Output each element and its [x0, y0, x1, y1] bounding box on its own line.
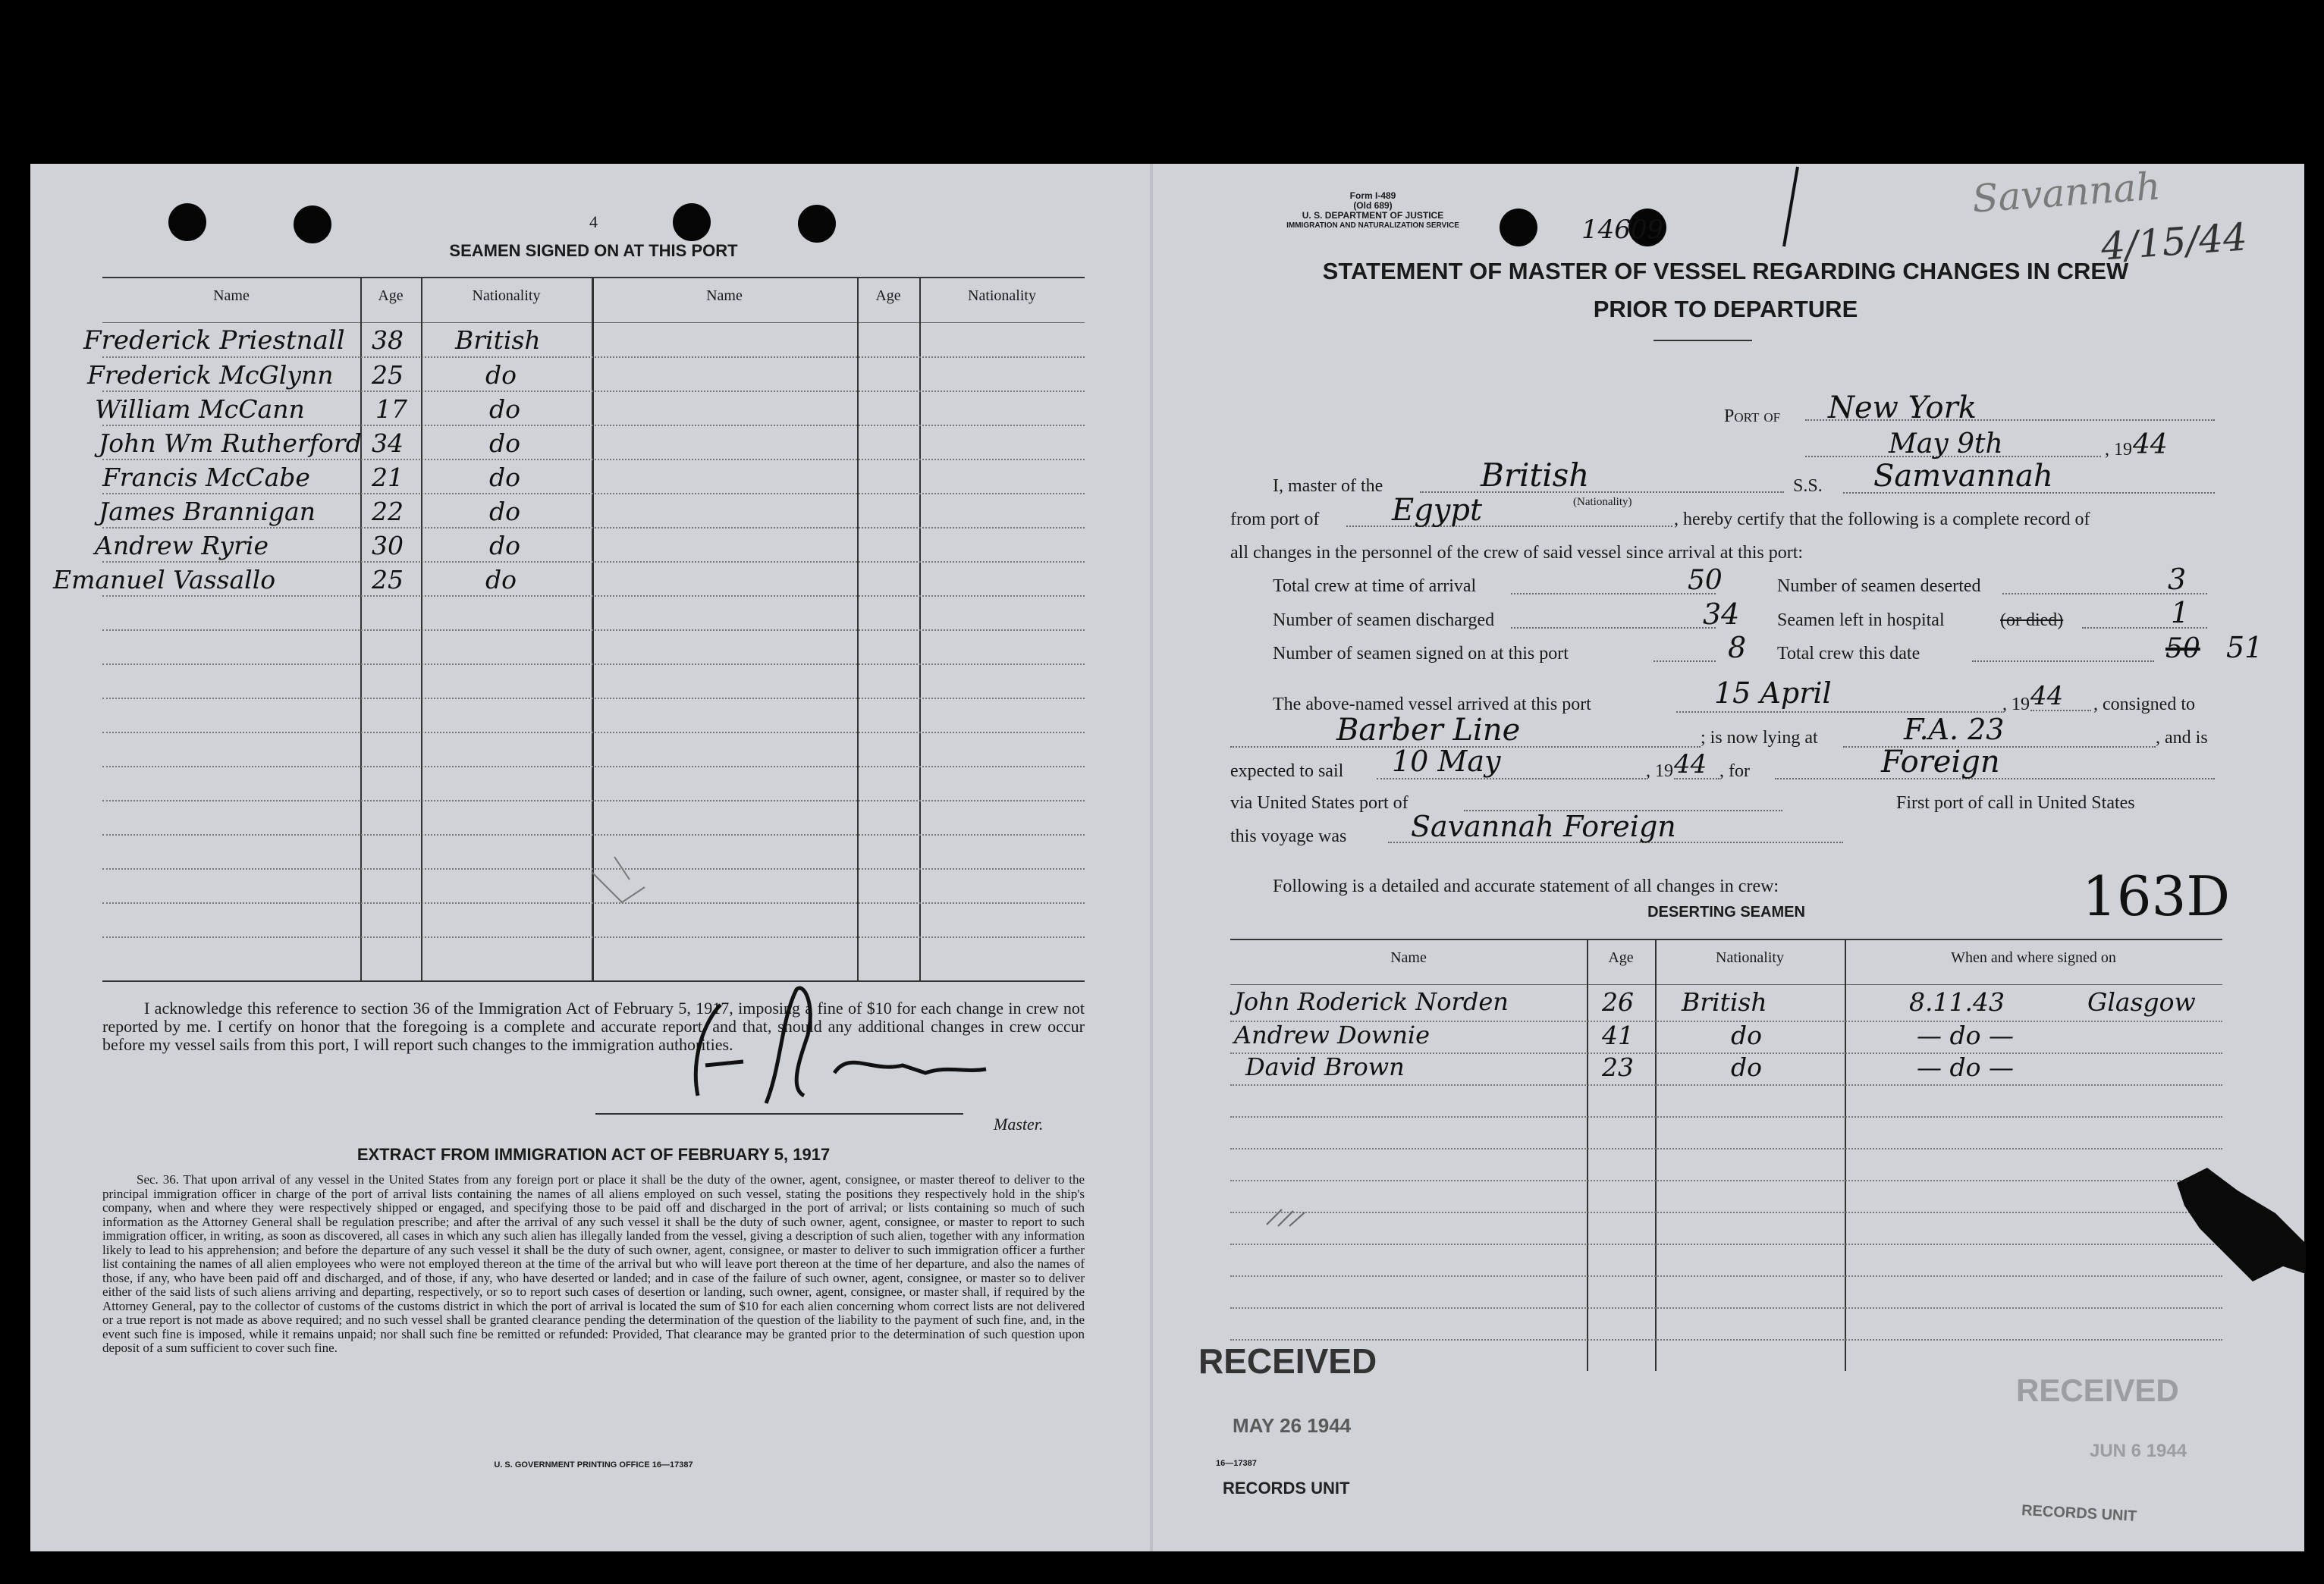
row-nationality: do	[489, 463, 520, 492]
ss-label: S.S.	[1793, 476, 1823, 496]
received-stamp-faded: RECEIVED	[2016, 1372, 2179, 1408]
row-nationality: do	[485, 565, 517, 594]
total-date-struck: 50	[2165, 633, 2200, 664]
received-date-stamp-faded: JUN 6 1944	[2090, 1441, 2187, 1461]
vessel-nationality: British	[1420, 456, 1784, 493]
from-port-label: from port of	[1230, 510, 1320, 529]
following-label: Following is a detailed and accurate statement of all changes in crew:	[1273, 877, 1779, 896]
hospital-label: Seamen left in hospital	[1777, 610, 1945, 630]
from-port-value: Egypt	[1346, 493, 1672, 527]
row-age: 26	[1602, 987, 1634, 1017]
first-port-label: First port of call in United States	[1896, 793, 2135, 813]
col-header-name: Name	[213, 287, 250, 304]
master-signature	[675, 959, 1039, 1111]
row-name: John Roderick Norden	[1234, 987, 1509, 1016]
row-age: 25	[372, 565, 404, 594]
col-header-age-2: Age	[875, 287, 901, 304]
row-name: John Wm Rutherford	[99, 428, 362, 458]
and-is-label: , and is	[2156, 728, 2208, 748]
year-value: 44	[2133, 429, 2168, 460]
row-name: Frederick McGlynn	[87, 360, 334, 390]
pier: F.A. 23	[1843, 713, 2156, 748]
hospital-struck: (or died)	[2000, 610, 2064, 630]
sail-date: 10 May	[1377, 745, 1646, 779]
sail-year-prefix: , 19	[1646, 761, 1673, 781]
extract-title: EXTRACT FROM IMMIGRATION ACT OF FEBRUARY 5, 1917	[356, 1145, 831, 1164]
row-nationality: do	[1731, 1021, 1762, 1050]
left-page-title: SEAMEN SIGNED ON AT THIS PORT	[449, 241, 738, 260]
form-number: Form I-489	[1349, 190, 1396, 201]
row-signed-date: — do —	[1917, 1052, 2014, 1082]
deserted-count: 3	[2168, 563, 2187, 596]
row-age: 38	[372, 325, 404, 355]
punch-hole	[294, 205, 331, 243]
col-header-name: Name	[1390, 949, 1427, 966]
row-nationality: do	[489, 428, 520, 458]
col-header-signed-on: When and where signed on	[1951, 949, 2116, 966]
row-nationality: British	[1682, 987, 1767, 1017]
row-nationality: do	[489, 394, 520, 424]
col-header-age: Age	[1608, 949, 1634, 966]
punch-hole	[673, 203, 711, 241]
form-title-line-1: STATEMENT OF MASTER OF VESSEL REGARDING CHANGES IN CREW	[1322, 258, 2129, 284]
row-name: William McCann	[95, 394, 305, 424]
for-label: , for	[1719, 761, 1750, 781]
row-signed-date: 8.11.43	[1909, 987, 2005, 1017]
arrived-year: 44	[2030, 681, 2091, 711]
hospital-count: 1	[2171, 596, 2190, 629]
dotted-leader	[1972, 660, 2154, 662]
arrived-year-prefix: , 19	[2002, 695, 2030, 714]
row-age: 34	[372, 428, 404, 458]
arrived-date: 15 April	[1676, 676, 2002, 713]
port-value: New York	[1805, 391, 2215, 421]
printing-office-line: U. S. GOVERNMENT PRINTING OFFICE 16—17387	[494, 1460, 693, 1470]
deserting-seamen-table	[1230, 939, 2222, 1371]
row-nationality: do	[485, 360, 517, 390]
sail-year: 44	[1674, 749, 1719, 779]
expected-label: expected to sail	[1230, 761, 1344, 781]
master-of-label: I, master of the	[1273, 476, 1383, 496]
row-name: David Brown	[1245, 1052, 1405, 1081]
lying-label: ; is now lying at	[1701, 728, 1818, 748]
pen-stroke	[1775, 163, 1805, 254]
deserted-label: Number of seamen deserted	[1777, 576, 1981, 596]
port-label: Port of	[1724, 406, 1781, 426]
page-fold	[1150, 164, 1153, 1551]
form-title-line-2: PRIOR TO DEPARTURE	[1593, 296, 1858, 322]
row-name: Frederick Priestnall	[83, 325, 345, 356]
records-unit-stamp: RECORDS UNIT	[1223, 1479, 1350, 1498]
master-signature-line	[595, 1113, 963, 1115]
file-number: 14609	[1581, 215, 1664, 245]
row-age: 25	[372, 360, 404, 390]
row-signed-date: — do —	[1917, 1021, 2014, 1050]
total-crew-arrival-label: Total crew at time of arrival	[1273, 576, 1477, 596]
case-number: 163D	[2082, 864, 2231, 928]
corner-date: 4/15/44	[2099, 215, 2249, 269]
discharged-count: 34	[1703, 598, 1740, 631]
dotted-leader	[1653, 660, 1716, 662]
form-old-number: (Old 689)	[1353, 200, 1393, 211]
row-age: 21	[372, 463, 404, 492]
punch-hole	[168, 203, 206, 241]
title-rule	[1653, 340, 1752, 341]
torn-corner	[2154, 1160, 2306, 1304]
signed-on-label: Number of seamen signed on at this port	[1273, 644, 1569, 663]
consigned-label: , consigned to	[2093, 695, 2195, 714]
total-crew-arrival: 50	[1688, 565, 1723, 596]
section-36-text: Sec. 36. That upon arrival of any vessel in the United States from any foreign port or place it shall be the duty of the owner, agent, consignee, or master thereof to deliver to the principal immigration officer in charge of the port of arrival lists containing the names of all aliens employed on such vessel, stating the positions they respectively hold in the ship's company, when and where they were respectively shipped or engaged, and specifying those to be paid off and discharged in the port of arrival; or lists containing so much of such information as the Attorney General shall be regulation prescribe; and after the arrival of any such vessel it shall be the duty of such owner, agent, consignee, or master to report to such immigration officer, in writing, as soon as discovered, all cases in which any such alien has illegally landed from the vessel, giving a description of such alien, together with any information likely to lead to his apprehension; and before the departure of any such vessel it shall be the duty of such owner, agent, consignee, or master to deliver to such immigration officer a further list containing the names of all alien employees who were not employed thereon at the time of the arrival but who will leave port thereon at the time of her departure, and also the names of those, if any, who have been paid off and discharged, and of those, if any, who have deserted or landed; and in case of the failure of such owner, agent, consignee, or master so to deliver either of the said lists of such aliens arriving and departing, respectively, or so to report such cases of desertion or landing, such owner, agent, consignee, or master shall, if required by the Attorney General, pay to the collector of customs of the customs district in which the port of arrival is located the sum of $10 for each alien concerning whom correct lists are not delivered or a true report is not made as above required; and no such vessel shall be granted clearance pending the determination of the question of the liability to the payment of such fine, and, in the event such fine is imposed, while it remains unpaid; nor shall such fine be remitted or refunded: Provided, That clearance may be granted prior to the determination of such question upon deposit of a sum sufficient to cover such fine.	[102, 1172, 1085, 1355]
col-header-nationality-2: Nationality	[968, 287, 1036, 304]
arrived-label: The above-named vessel arrived at this port	[1273, 695, 1591, 714]
nationality-caption: (Nationality)	[1573, 496, 1632, 508]
certify-text-2: all changes in the personnel of the crew of said vessel since arrival at this port:	[1230, 543, 1804, 563]
voyage-label: this voyage was	[1230, 827, 1347, 846]
total-date-label: Total crew this date	[1777, 644, 1920, 663]
total-date-count: 51	[2226, 631, 2263, 664]
row-signed-place: Glasgow	[2087, 987, 2196, 1017]
master-label: Master.	[994, 1115, 1044, 1134]
row-name: James Brannigan	[99, 497, 316, 526]
corner-note: Savannah	[1971, 164, 2162, 221]
certify-text: , hereby certify that the following is a complete record of	[1674, 510, 2090, 529]
row-age: 41	[1602, 1021, 1634, 1050]
records-unit-stamp-2: RECORDS UNIT	[2021, 1502, 2137, 1525]
col-header-nationality: Nationality	[1716, 949, 1784, 966]
form-code: 16—17387	[1216, 1459, 1257, 1468]
signed-on-count: 8	[1728, 631, 1747, 664]
pencil-mark	[576, 842, 667, 917]
row-age: 23	[1602, 1052, 1634, 1082]
consignee: Barber Line	[1230, 713, 1701, 748]
dotted-leader	[1511, 593, 1716, 594]
col-header-name-2: Name	[706, 287, 743, 304]
row-age: 17	[375, 394, 407, 424]
page-number: 4	[589, 212, 598, 231]
row-name: Andrew Downie	[1234, 1021, 1431, 1049]
service-name: IMMIGRATION AND NATURALIZATION SERVICE	[1286, 221, 1459, 230]
date-value: May 9th	[1805, 428, 2101, 457]
received-stamp: RECEIVED	[1198, 1341, 1377, 1381]
ship-name: Samvannah	[1843, 459, 2215, 494]
row-nationality: do	[1731, 1052, 1762, 1082]
row-age: 22	[372, 497, 404, 526]
via-label: via United States port of	[1230, 793, 1409, 813]
dotted-leader	[1511, 627, 1716, 629]
destination: Foreign	[1775, 745, 2215, 779]
col-header-age: Age	[378, 287, 404, 304]
acknowledgment-text: I acknowledge this reference to section 36 of the Immigration Act of February 5, 1917, imposing a fine of $10 for each change in crew not reported by me. I certify on honor that the foregoing is a complete and accurate report, and that, should any additional changes in crew occur before my vessel sails from this port, I will report such changes to the immigration authorities.	[102, 999, 1085, 1054]
col-header-nationality: Nationality	[472, 287, 541, 304]
row-nationality: do	[489, 497, 520, 526]
row-age: 30	[372, 531, 404, 560]
form-header	[1229, 191, 1517, 231]
row-name: Francis McCabe	[102, 463, 310, 492]
discharged-label: Number of seamen discharged	[1273, 610, 1495, 630]
department-name: U. S. DEPARTMENT OF JUSTICE	[1302, 210, 1444, 221]
voyage-value: Savannah Foreign	[1388, 810, 1843, 843]
row-nationality: do	[489, 531, 520, 560]
year-prefix: , 19	[2105, 440, 2132, 460]
row-nationality: British	[455, 325, 541, 355]
punch-hole	[798, 205, 836, 243]
pencil-mark	[1259, 1202, 1320, 1232]
row-name: Andrew Ryrie	[95, 531, 269, 560]
row-name: Emanuel Vassallo	[53, 565, 276, 594]
deserting-title: DESERTING SEAMEN	[1647, 904, 1805, 921]
received-date-stamp: MAY 26 1944	[1233, 1414, 1352, 1437]
